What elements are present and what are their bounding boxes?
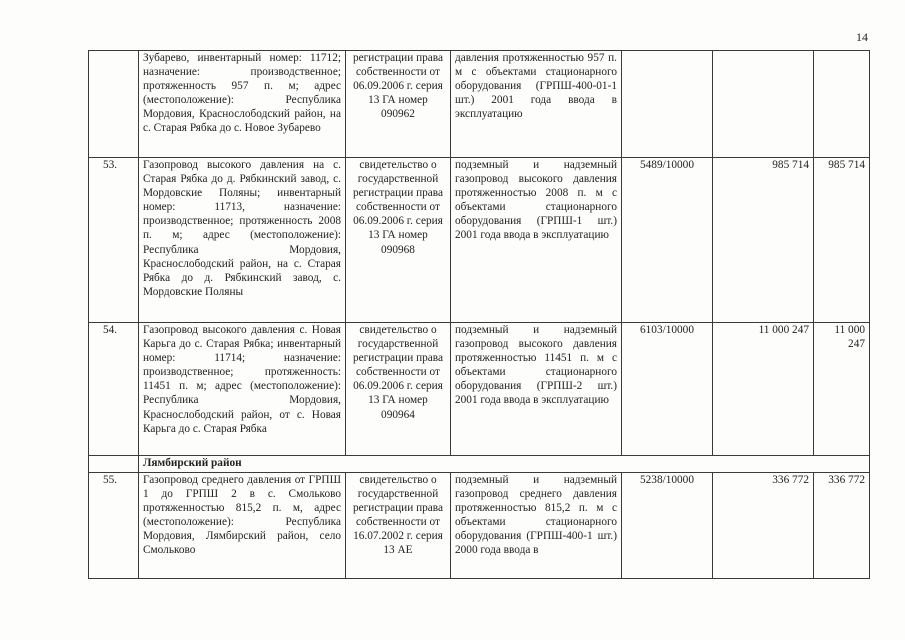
value-cell: 985 714 bbox=[814, 158, 870, 323]
object-description: Газопровод высокого давления с. Новая Карьга до с. Старая Рябка; инвентарный номер: 11714; назначение: производственное; протяженность: 11451 п. м; адрес (местоположение): Республика Мордовия, Краснослободский район, от с. Новая Карьга до с. Старая Рябка bbox=[139, 323, 346, 456]
value-cell: 336 772 bbox=[713, 473, 814, 579]
district-spacer bbox=[89, 456, 139, 473]
district-heading: Лямбирский район bbox=[139, 456, 870, 473]
table-row bbox=[89, 473, 870, 579]
object-description: Газопровод высокого давления на с. Старая Рябка до д. Рябкинский завод, с. Мордовские Поляны; инвентарный номер: 11713, назначение: производственное; протяженность 2008 п. м; адрес (местоположение): Республика Мордовия, Краснослободский район, на с. Старая Рябка до д. Рябкинский завод, с. Мордовские Поляны bbox=[139, 158, 346, 323]
registration-document: регистрации права собственности от 06.09.2006 г. серия 13 ГА номер 090962 bbox=[346, 51, 451, 158]
registration-document: свидетельство о государственной регистрации права собственности от 06.09.2006 г. серия 13 ГА номер 090968 bbox=[346, 158, 451, 323]
value-cell bbox=[713, 51, 814, 158]
object-characteristics: подземный и надземный газопровод высокого давления протяженностью 11451 п. м с объектами стационарного оборудования (ГРПШ-2 шт.) 2001 года ввода в эксплуатацию bbox=[451, 323, 622, 456]
district-row bbox=[89, 456, 870, 473]
object-characteristics: давления протяженностью 957 п. м с объектами стационарного оборудования (ГРПШ-400-01-1 шт.) 2001 года ввода в эксплуатацию bbox=[451, 51, 622, 158]
registration-document: свидетельство о государственной регистрации права собственности от 06.09.2006 г. серия 13 ГА номер 090964 bbox=[346, 323, 451, 456]
value-cell: 11 000 247 bbox=[713, 323, 814, 456]
ownership-share: 5489/10000 bbox=[622, 158, 713, 323]
value-cell bbox=[814, 51, 870, 158]
object-description: Зубарево, инвентарный номер: 11712; назначение: производственное; протяженность 957 п. м; адрес (местоположение): Республика Мордовия, Краснослободский район, на с. Старая Рябка до с. Новое Зубарево bbox=[139, 51, 346, 158]
property-table bbox=[88, 50, 870, 579]
object-characteristics: подземный и надземный газопровод высокого давления протяженностью 2008 п. м с объектами стационарного оборудования (ГРПШ-1 шт.) 2001 года ввода в эксплуатацию bbox=[451, 158, 622, 323]
row-number: 55. bbox=[89, 473, 139, 579]
object-description: Газопровод среднего давления от ГРПШ 1 до ГРПШ 2 в с. Смольково протяженностью 815,2 п. м, адрес (местоположение): Республика Мордовия, Лямбирский район, село Смольково bbox=[139, 473, 346, 579]
object-characteristics: подземный и надземный газопровод среднего давления протяженностью 815,2 п. м с объектами стационарного оборудования (ГРПШ-400-1 шт.) 2000 года ввода в bbox=[451, 473, 622, 579]
value-cell: 985 714 bbox=[713, 158, 814, 323]
row-number: 54. bbox=[89, 323, 139, 456]
row-number: 53. bbox=[89, 158, 139, 323]
value-cell: 336 772 bbox=[814, 473, 870, 579]
table-row bbox=[89, 323, 870, 456]
table-row bbox=[89, 158, 870, 323]
value-cell: 11 000 247 bbox=[814, 323, 870, 456]
table-row bbox=[89, 51, 870, 158]
registration-document: свидетельство о государственной регистрации права собственности от 16.07.2002 г. серия 13 АЕ bbox=[346, 473, 451, 579]
ownership-share: 6103/10000 bbox=[622, 323, 713, 456]
ownership-share bbox=[622, 51, 713, 158]
page-number: 14 bbox=[856, 30, 868, 44]
ownership-share: 5238/10000 bbox=[622, 473, 713, 579]
row-number bbox=[89, 51, 139, 158]
